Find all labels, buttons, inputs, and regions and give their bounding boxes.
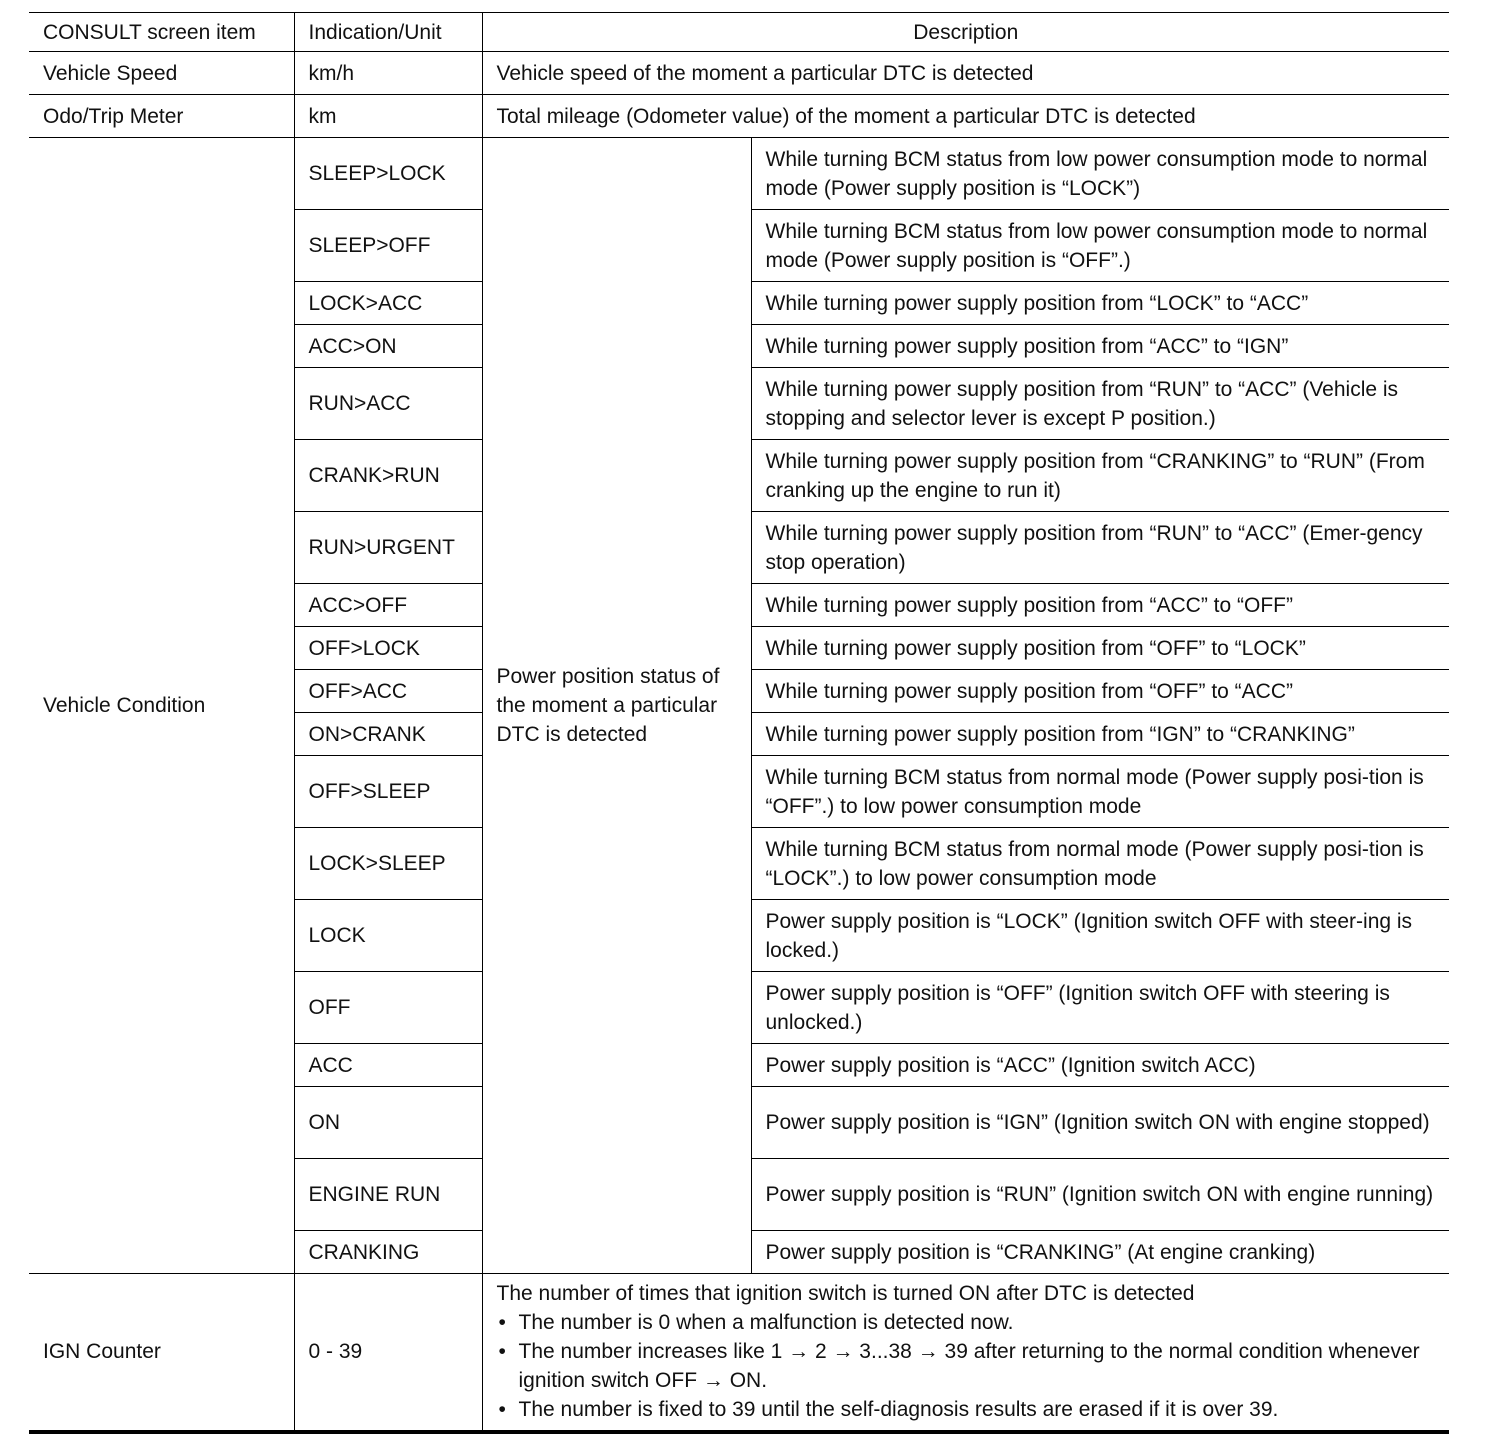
vehicle-condition-indication: LOCK [294,900,482,972]
vehicle-condition-indication: ACC>OFF [294,584,482,627]
vehicle-condition-description: Power supply position is “IGN” (Ignition switch ON with engine stopped) [751,1087,1449,1159]
vehicle-condition-indication: OFF>SLEEP [294,756,482,828]
vehicle-condition-description: Power supply position is “OFF” (Ignition switch OFF with steering is unlocked.) [751,972,1449,1044]
header-description: Description [482,13,1449,52]
odo-trip-unit: km [294,95,482,138]
table-row [29,52,1449,95]
vehicle-condition-description: While turning power supply position from “LOCK” to “ACC” [751,282,1449,325]
vehicle-condition-description: Power supply position is “RUN” (Ignition switch ON with engine running) [751,1159,1449,1231]
vehicle-condition-description: While turning power supply position from “OFF” to “LOCK” [751,627,1449,670]
vehicle-condition-indication: ON [294,1087,482,1159]
vehicle-condition-indication: LOCK>SLEEP [294,828,482,900]
vehicle-condition-indication: SLEEP>OFF [294,210,482,282]
vehicle-condition-description: While turning power supply position from “RUN” to “ACC” (Emer-gency stop operation) [751,512,1449,584]
header-item: CONSULT screen item [29,13,294,52]
vehicle-condition-description: Power supply position is “LOCK” (Ignition switch OFF with steer-ing is locked.) [751,900,1449,972]
consult-items-table [29,12,1449,1434]
vehicle-condition-indication: OFF [294,972,482,1044]
vehicle-condition-indication: ON>CRANK [294,713,482,756]
ign-counter-description [482,1274,1449,1432]
vehicle-condition-indication: RUN>ACC [294,368,482,440]
vehicle-speed-description: Vehicle speed of the moment a particular DTC is detected [482,52,1449,95]
ign-counter-intro: The number of times that ignition switch is turned ON after DTC is detected [496,1282,1195,1306]
list-item: • The number increases like 1 → 2 → 3...38 → 39 after returning to the normal condition whenever ignition switch OFF → ON. [519,1337,1436,1395]
vehicle-condition-description: While turning power supply position from “ACC” to “OFF” [751,584,1449,627]
vehicle-condition-indication: RUN>URGENT [294,512,482,584]
vehicle-speed-unit: km/h [294,52,482,95]
vehicle-condition-description: While turning BCM status from low power consumption mode to normal mode (Power supply position is “OFF”.) [751,210,1449,282]
odo-trip-item: Odo/Trip Meter [29,95,294,138]
vehicle-condition-description: While turning power supply position from “IGN” to “CRANKING” [751,713,1449,756]
ign-counter-unit: 0 - 39 [294,1274,482,1432]
header-indication: Indication/Unit [294,13,482,52]
vehicle-condition-indication: LOCK>ACC [294,282,482,325]
vehicle-condition-description: While turning BCM status from low power consumption mode to normal mode (Power supply position is “LOCK”) [751,138,1449,210]
vehicle-condition-item: Vehicle Condition [29,138,294,1274]
vehicle-condition-indication: OFF>ACC [294,670,482,713]
vehicle-condition-indication: OFF>LOCK [294,627,482,670]
vehicle-condition-indication: CRANK>RUN [294,440,482,512]
vehicle-condition-description: While turning power supply position from “RUN” to “ACC” (Vehicle is stopping and selector lever is except P position.) [751,368,1449,440]
ign-counter-row [29,1274,1449,1432]
list-item: • The number is fixed to 39 until the self-diagnosis results are erased if it is over 39. [519,1395,1436,1424]
vehicle-condition-description: While turning power supply position from “OFF” to “ACC” [751,670,1449,713]
list-item: • The number is 0 when a malfunction is detected now. [519,1308,1436,1337]
table-row [29,95,1449,138]
odo-trip-description: Total mileage (Odometer value) of the moment a particular DTC is detected [482,95,1449,138]
vehicle-condition-description: Power supply position is “CRANKING” (At engine cranking) [751,1231,1449,1274]
vehicle-condition-row [29,138,1449,210]
vehicle-condition-indication: ACC>ON [294,325,482,368]
ign-counter-bullets [497,1308,1436,1424]
vehicle-speed-item: Vehicle Speed [29,52,294,95]
ign-counter-item: IGN Counter [29,1274,294,1432]
vehicle-condition-indication: CRANKING [294,1231,482,1274]
vehicle-condition-indication: SLEEP>LOCK [294,138,482,210]
vehicle-condition-description: Power supply position is “ACC” (Ignition switch ACC) [751,1044,1449,1087]
vehicle-condition-description: While turning power supply position from “CRANKING” to “RUN” (From cranking up the engine to run it) [751,440,1449,512]
vehicle-condition-description: While turning BCM status from normal mode (Power supply posi-tion is “LOCK”.) to low power consumption mode [751,828,1449,900]
vehicle-condition-summary: Power position status of the moment a particular DTC is detected [482,138,751,1274]
vehicle-condition-description: While turning BCM status from normal mode (Power supply posi-tion is “OFF”.) to low power consumption mode [751,756,1449,828]
vehicle-condition-description: While turning power supply position from “ACC” to “IGN” [751,325,1449,368]
vehicle-condition-indication: ENGINE RUN [294,1159,482,1231]
vehicle-condition-indication: ACC [294,1044,482,1087]
table-header-row [29,13,1449,52]
